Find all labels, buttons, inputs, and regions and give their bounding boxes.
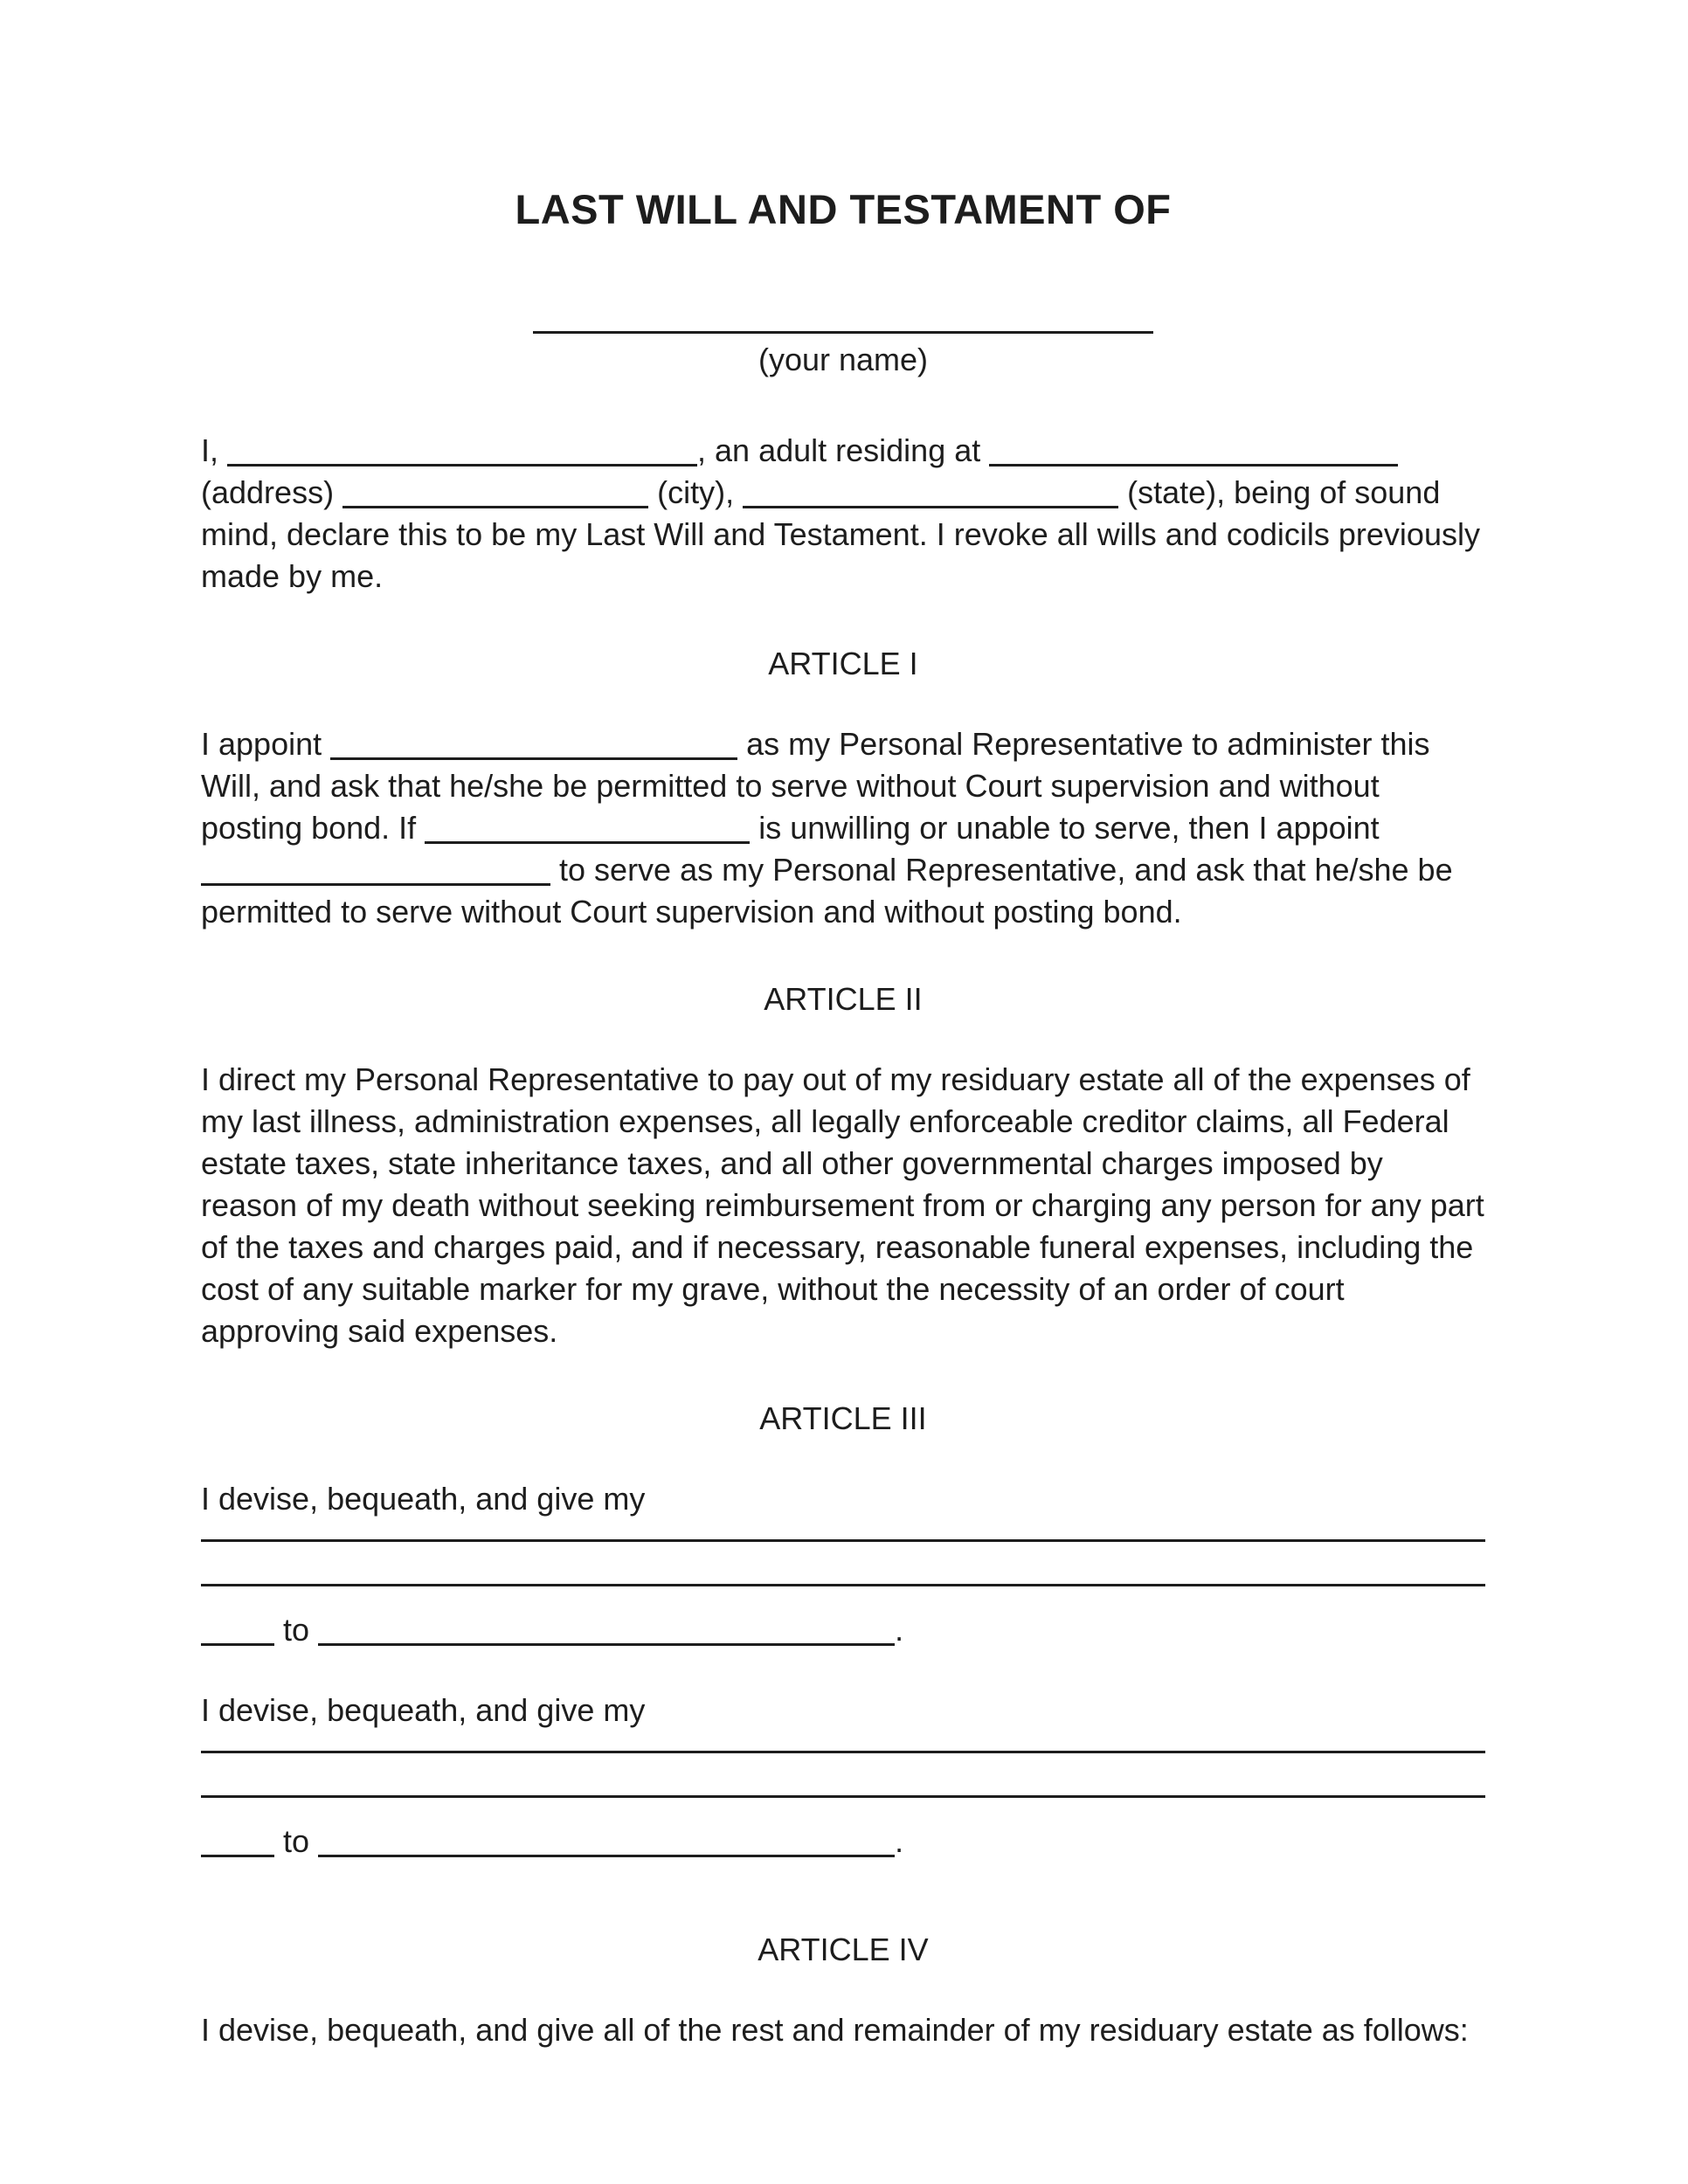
property-continuation-blank-1 xyxy=(201,1617,274,1646)
beneficiary-name-blank-2 xyxy=(318,1828,895,1857)
name-caption: (your name) xyxy=(758,342,929,377)
devise-block-2 xyxy=(201,1690,1485,1863)
document-title: LAST WILL AND TESTAMENT OF xyxy=(515,186,1172,232)
address-label: (address) xyxy=(201,474,335,510)
testator-name-blank-line xyxy=(533,331,1153,334)
to-label-2: to xyxy=(283,1823,310,1859)
state-blank xyxy=(743,480,1118,508)
personal-representative-blank xyxy=(330,731,737,760)
period-2: . xyxy=(895,1823,904,1859)
property-description-line-1b xyxy=(201,1584,1485,1586)
beneficiary-line-1 xyxy=(201,1609,1485,1651)
article-4-heading: ARTICLE IV xyxy=(758,1932,929,1967)
article-1-heading: ARTICLE I xyxy=(768,646,918,681)
devise-lead-1: I devise, bequeath, and give my xyxy=(201,1481,646,1517)
article-4-paragraph: I devise, bequeath, and give all of the rest and remainder of my residuary estate as follows: xyxy=(201,2012,1469,2048)
intro-text-a: I, xyxy=(201,432,219,468)
article-1-text-a: I appoint xyxy=(201,726,322,762)
devise-lead-2: I devise, bequeath, and give my xyxy=(201,1692,646,1728)
intro-text-b: , an adult residing at xyxy=(697,432,981,468)
property-continuation-blank-2 xyxy=(201,1828,274,1857)
beneficiary-name-blank-1 xyxy=(318,1617,895,1646)
city-blank xyxy=(342,480,648,508)
property-description-line-2a xyxy=(201,1751,1485,1753)
address-blank xyxy=(989,438,1398,467)
article-1-text-b: as my Personal Representative to administer this Will, and ask that he/she be permitted to serve without Court supervision and without posting bond. If xyxy=(201,726,1430,846)
article-2-heading: ARTICLE II xyxy=(764,981,923,1017)
testator-name-blank xyxy=(227,438,697,467)
article-3-heading: ARTICLE III xyxy=(759,1400,927,1436)
article-1-paragraph xyxy=(201,723,1485,933)
article-1-text-c: is unwilling or unable to serve, then I appoint xyxy=(758,810,1380,846)
period-1: . xyxy=(895,1612,904,1648)
property-description-line-2b xyxy=(201,1795,1485,1798)
intro-paragraph xyxy=(201,430,1485,598)
article-2-paragraph: I direct my Personal Representative to pay out of my residuary estate all of the expenses of my last illness, administration expenses, all legally enforceable creditor claims, all Federal estate taxes, state inheritance taxes, and all other governmental charges imposed by reason of my death without seeking reimbursement from or charging any person for any part of the taxes and charges paid, and if necessary, reasonable funeral expenses, including the cost of any suitable marker for my grave, without the necessity of an order of court approving said expenses. xyxy=(201,1061,1484,1349)
representative-name-blank xyxy=(425,815,750,844)
intro-text-e: (state), being of sound mind, declare this to be my Last Will and Testament. I revoke all wills and codicils previously made by me. xyxy=(201,474,1480,594)
beneficiary-line-2 xyxy=(201,1821,1485,1863)
city-label: (city), xyxy=(657,474,735,510)
article-1-text-d: to serve as my Personal Representative, and ask that he/she be permitted to serve without Court supervision and without posting bond. xyxy=(201,852,1453,930)
alternate-representative-blank xyxy=(201,857,550,886)
devise-block-1 xyxy=(201,1478,1485,1651)
property-description-line-1a xyxy=(201,1539,1485,1542)
to-label-1: to xyxy=(283,1612,310,1648)
